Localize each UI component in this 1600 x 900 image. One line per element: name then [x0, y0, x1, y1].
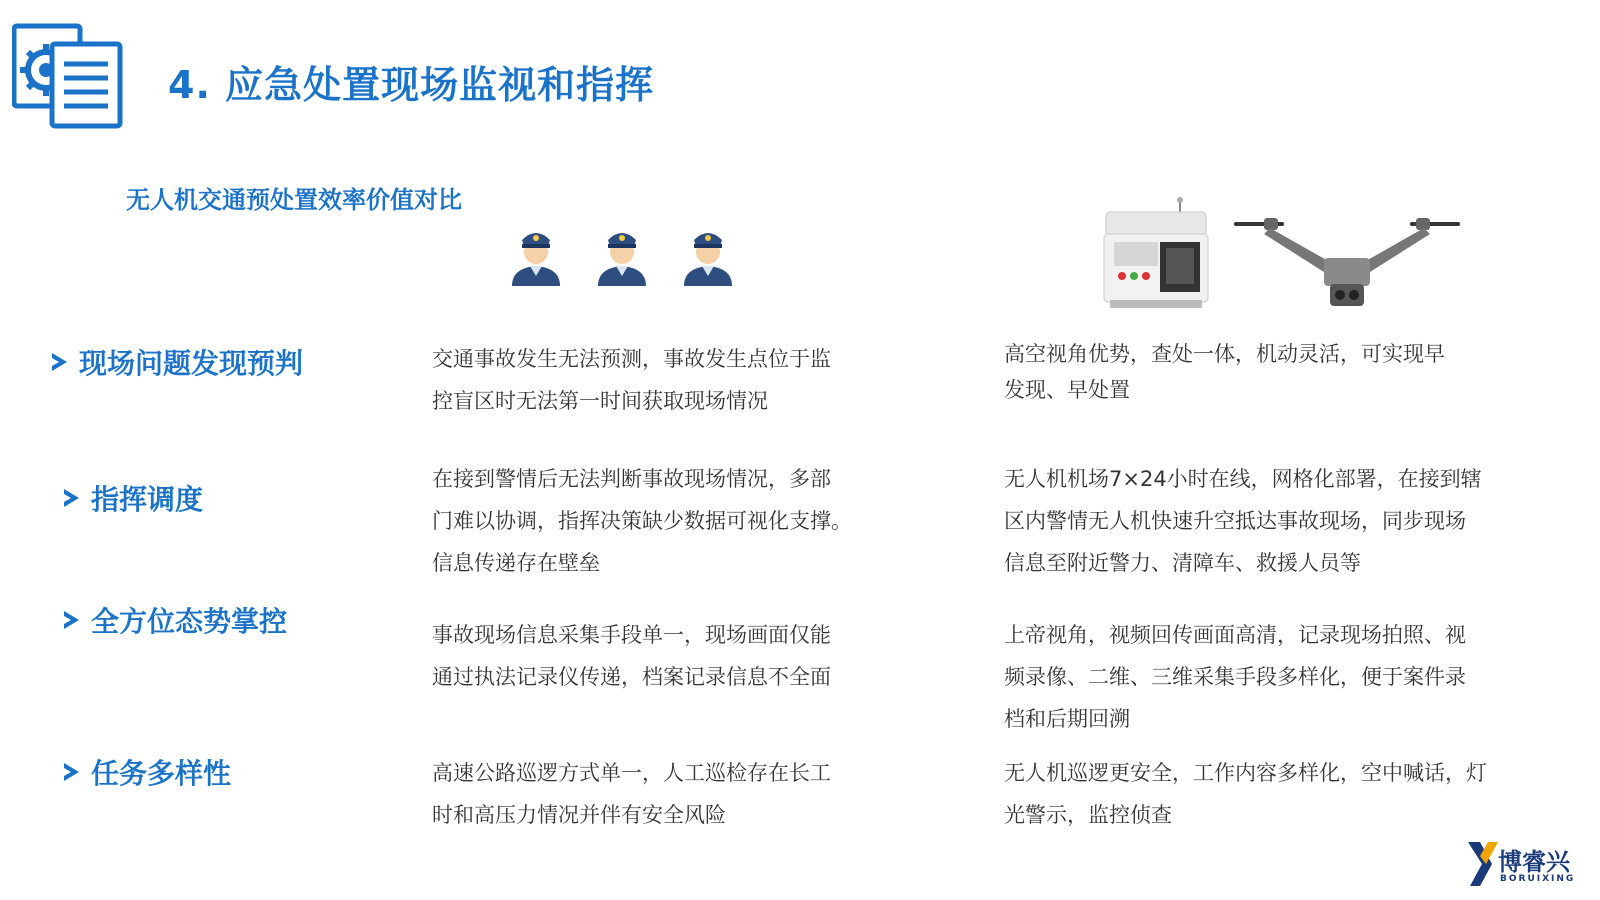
traditional-cell-command: 在接到警情后无法判断事故现场情况，多部 门难以协调，指挥决策缺少数据可视化支撑。 信息传递存在壁垒	[432, 467, 852, 575]
drone-cell-command: 无人机机场7×24小时在线，网格化部署，在接到辖 区内警情无人机快速升空抵达事故现场，同步现场 信息至附近警力、清障车、救援人员等	[1004, 467, 1482, 575]
arrow-bullet-icon	[64, 763, 79, 781]
section-subtitle: 无人机交通预处置效率价值对比	[126, 186, 462, 214]
traditional-cell-tasks: 高速公路巡逻方式单一，人工巡检存在长工 时和高压力情况并伴有安全风险	[432, 761, 831, 827]
row-label-situation: 全方位态势掌控	[64, 600, 287, 640]
arrow-bullet-icon	[64, 489, 79, 507]
drone-dock-station-icon	[1100, 196, 1212, 310]
arrow-bullet-icon	[52, 353, 67, 371]
police-officer-icon	[508, 224, 564, 286]
company-name-en: BORUIXING	[1500, 874, 1576, 884]
police-officers-group	[508, 224, 748, 286]
drone-cell-tasks: 无人机巡逻更安全，工作内容多样化，空中喊话，灯 光警示，监控侦查	[1004, 761, 1487, 827]
drone-cell-situation: 上帝视角，视频回传画面高清，记录现场拍照、视 频录像、二维、三维采集手段多样化，便于案件录 档和后期回溯	[1004, 623, 1466, 731]
company-name-cn: 博睿兴	[1498, 848, 1570, 876]
document-gear-icon	[12, 22, 124, 130]
quadcopter-drone-icon	[1230, 214, 1464, 314]
police-officer-icon	[680, 224, 736, 286]
row-label-discovery: 现场问题发现预判	[52, 342, 303, 382]
drone-cell-discovery: 高空视角优势，查处一体，机动灵活，可实现早 发现、早处置	[1004, 342, 1445, 402]
row-label-command: 指挥调度	[64, 478, 203, 518]
police-officer-icon	[594, 224, 650, 286]
traditional-cell-situation: 事故现场信息采集手段单一，现场画面仅能 通过执法记录仪传递，档案记录信息不全面	[432, 623, 831, 689]
traditional-cell-discovery: 交通事故发生无法预测，事故发生点位于监 控盲区时无法第一时间获取现场情况	[432, 347, 831, 413]
row-label-tasks: 任务多样性	[64, 752, 231, 792]
page-title: 4. 应急处置现场监视和指挥	[168, 63, 655, 107]
arrow-bullet-icon	[64, 611, 79, 629]
